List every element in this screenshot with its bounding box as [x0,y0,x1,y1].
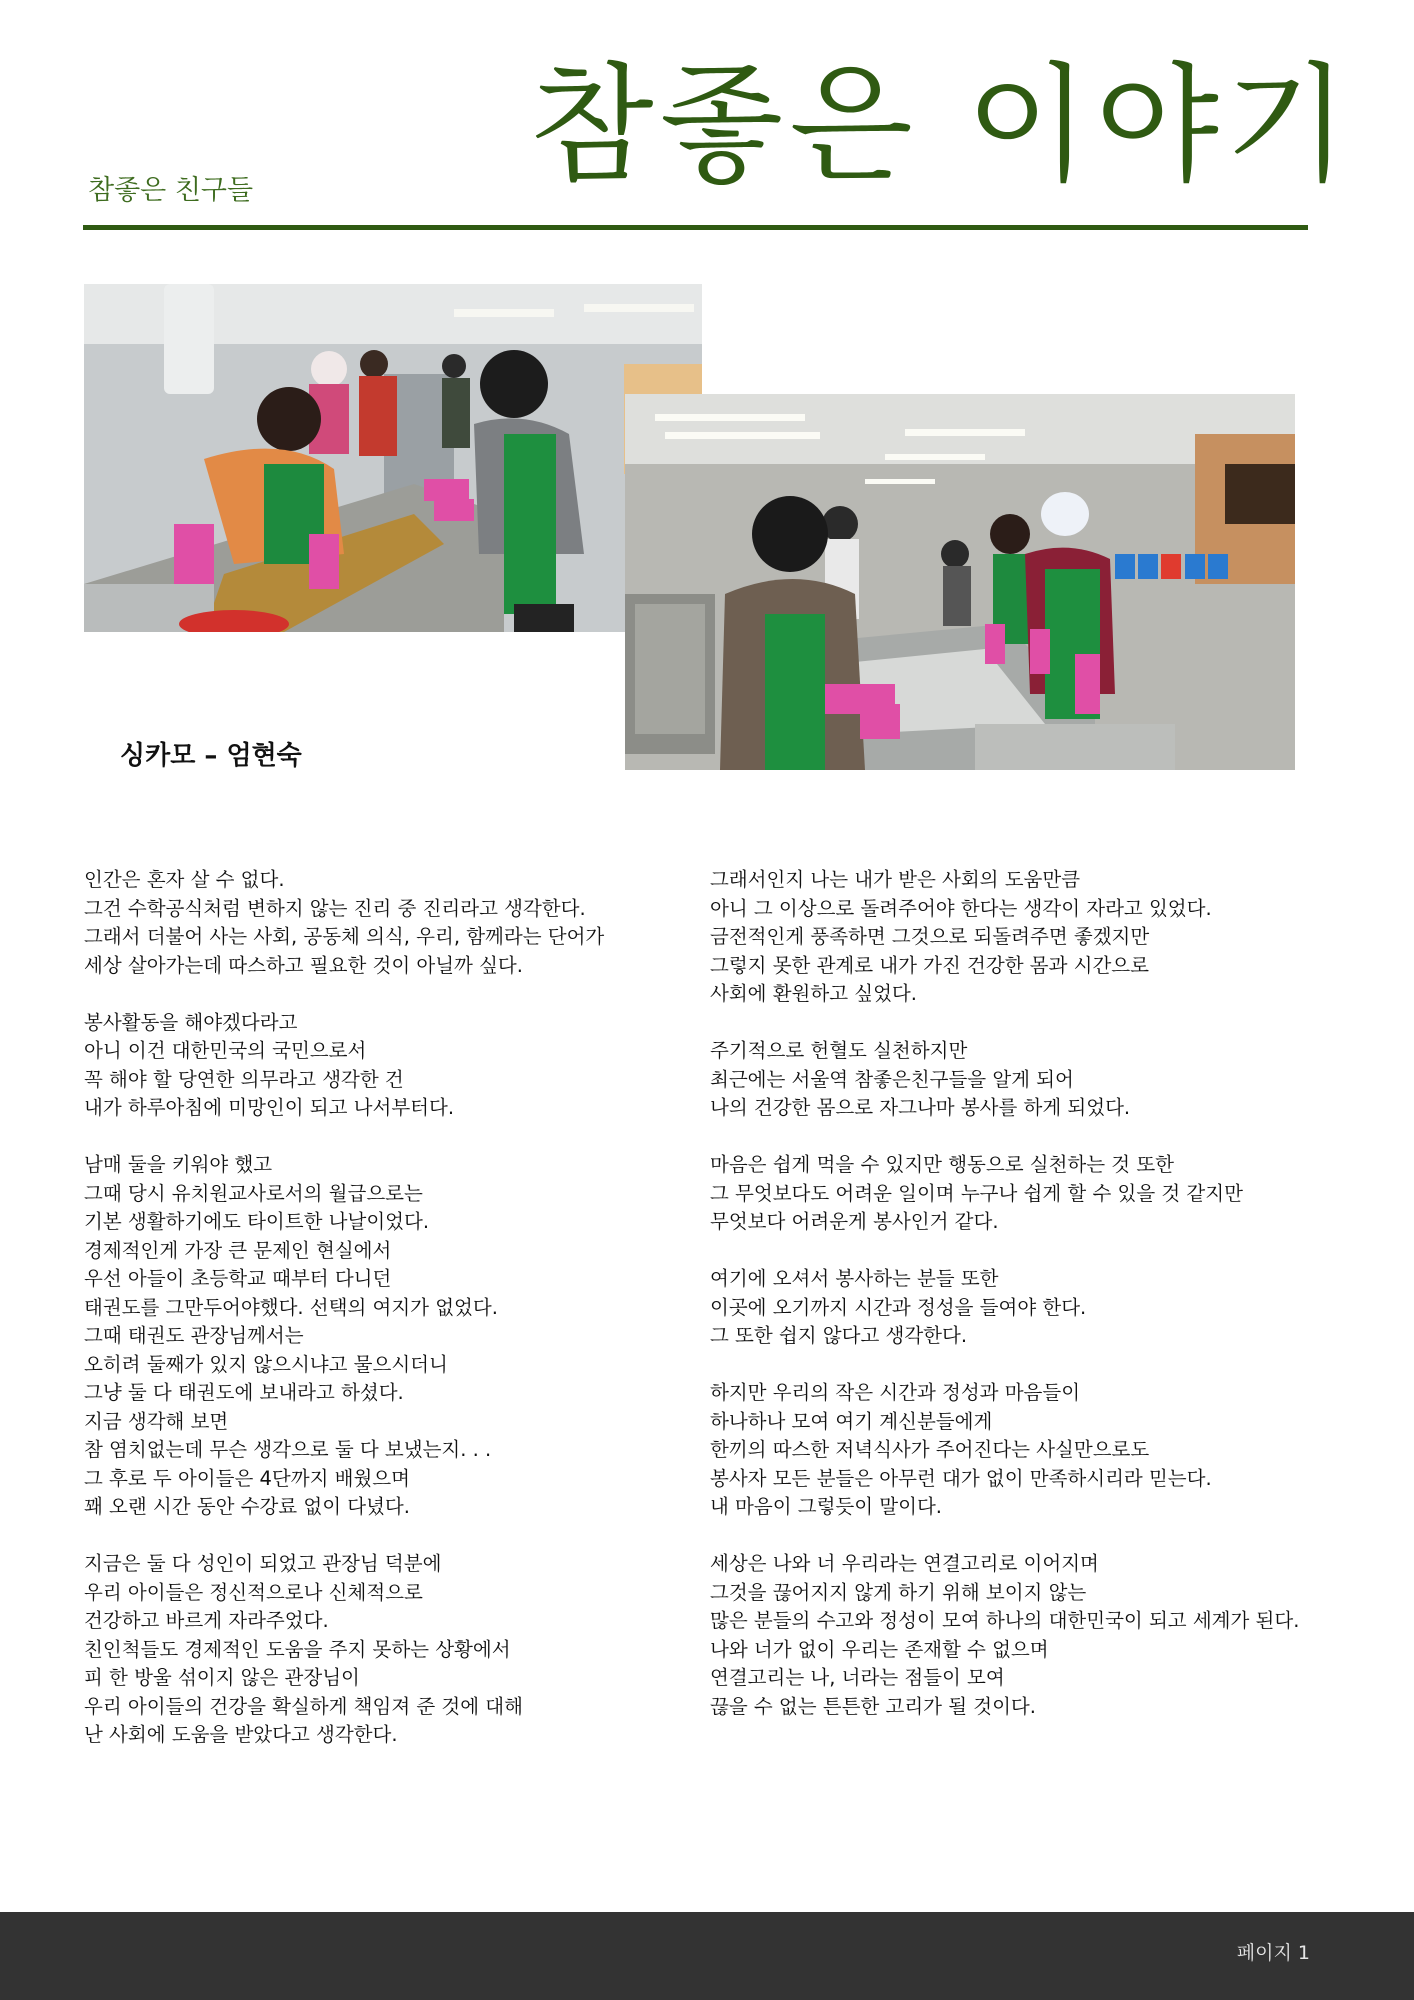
paragraph [710,1037,1360,1123]
paragraph [710,1379,1360,1522]
text-line: 피 한 방울 섞이지 않은 관장님이 [84,1666,360,1689]
text-line: 최근에는 서울역 참좋은친구들을 알게 되어 [710,1067,1074,1091]
text-line: 그냥 둘 다 태권도에 보내라고 하셨다. [84,1381,404,1404]
text-line: 금전적인게 풍족하면 그것으로 되돌려주면 좋겠지만 [710,925,1150,948]
photo-caption: 싱카모 – 엄현숙 [120,741,302,771]
text-line: 많은 분들의 수고와 정성이 모여 하나의 대한민국이 되고 세계가 된다. [710,1609,1300,1632]
text-line: 그때 당시 유치원교사로서의 월급으로는 [84,1181,423,1205]
text-line: 그래서인지 나는 내가 받은 사회의 도움만큼 [710,868,1081,891]
header-divider [83,225,1308,230]
text-line: 아니 그 이상으로 돌려주어야 한다는 생각이 자라고 있었다. [710,896,1212,920]
volunteers-washing-trays-photo [84,284,702,632]
left-text-column [84,866,684,1778]
text-line: 지금 생각해 보면 [84,1409,229,1433]
text-line: 경제적인게 가장 큰 문제인 현실에서 [84,1238,392,1262]
paragraph [84,866,684,980]
volunteers-kitchen-group-photo [625,394,1295,770]
text-line: 연결고리는 나, 너라는 점들이 모여 [710,1666,1005,1689]
text-line: 그 후로 두 아이들은 4단까지 배웠으며 [84,1466,410,1490]
text-line: 우선 아들이 초등학교 때부터 다니던 [84,1267,392,1290]
text-line: 남매 둘을 키워야 했고 [84,1153,273,1176]
paragraph [710,1151,1360,1237]
text-line: 하지만 우리의 작은 시간과 정성과 마음들이 [710,1381,1081,1404]
text-line: 인간은 혼자 살 수 없다. [84,868,285,891]
text-line: 여기에 오셔서 봉사하는 분들 또한 [710,1267,999,1290]
text-line: 오히려 둘째가 있지 않으시냐고 물으시더니 [84,1352,448,1376]
paragraph [710,866,1360,1009]
page-footer [0,1912,1414,2000]
text-line: 세상은 나와 너 우리라는 연결고리로 이어지며 [710,1552,1099,1575]
paragraph [710,1265,1360,1351]
text-line: 마음은 쉽게 먹을 수 있지만 행동으로 실천하는 것 또한 [710,1153,1175,1176]
text-line: 꽤 오랜 시간 동안 수강료 없이 다녔다. [84,1495,410,1518]
text-line: 세상 살아가는데 따스하고 필요한 것이 아닐까 싶다. [84,953,523,977]
text-line: 기본 생활하기에도 타이트한 나날이었다. [84,1210,430,1233]
page-title: 참좋은 이야기 [530,51,1355,200]
text-line: 사회에 환원하고 싶었다. [710,982,917,1005]
paragraph [84,1009,684,1123]
text-line: 그 또한 쉽지 않다고 생각한다. [710,1324,968,1347]
text-line: 건강하고 바르게 자라주었다. [84,1609,329,1632]
text-line: 한끼의 따스한 저녁식사가 주어진다는 사실만으로도 [710,1438,1150,1461]
page-number: 페이지 1 [1236,1942,1310,1964]
text-line: 봉사활동을 해야겠다라고 [84,1010,298,1034]
text-line: 그것을 끊어지지 않게 하기 위해 보이지 않는 [710,1580,1087,1604]
header-subtitle: 참좋은 친구들 [88,175,254,206]
text-line: 아니 이건 대한민국의 국민으로서 [84,1039,367,1062]
text-line: 지금은 둘 다 성인이 되었고 관장님 덕분에 [84,1552,442,1575]
text-line: 꼭 해야 할 당연한 의무라고 생각한 건 [84,1067,404,1091]
text-line: 이곳에 오기까지 시간과 정성을 들여야 한다. [710,1295,1087,1319]
text-line: 내가 하루아침에 미망인이 되고 나서부터다. [84,1096,455,1119]
text-line: 태권도를 그만두어야했다. 선택의 여지가 없었다. [84,1295,498,1319]
text-line: 나의 건강한 몸으로 자그나마 봉사를 하게 되었다. [710,1096,1131,1119]
text-line: 우리 아이들의 건강을 확실하게 책임져 준 것에 대해 [84,1694,523,1718]
paragraph [710,1550,1360,1721]
text-line: 내 마음이 그렇듯이 말이다. [710,1495,943,1518]
text-line: 그때 태권도 관장님께서는 [84,1324,304,1347]
text-line: 봉사자 모든 분들은 아무런 대가 없이 만족하시리라 믿는다. [710,1466,1212,1490]
text-line: 무엇보다 어려운게 봉사인거 같다. [710,1210,999,1233]
text-line: 그래서 더불어 사는 사회, 공동체 의식, 우리, 함께라는 단어가 [84,925,605,948]
paragraph [84,1550,684,1750]
text-line: 그렇지 못한 관계로 내가 가진 건강한 몸과 시간으로 [710,953,1149,977]
text-line: 하나하나 모여 여기 계신분들에게 [710,1409,993,1433]
paragraph [84,1151,684,1522]
right-text-column [710,866,1360,1750]
text-line: 나와 너가 없이 우리는 존재할 수 없으며 [710,1637,1049,1661]
text-line: 주기적으로 헌혈도 실천하지만 [710,1039,968,1062]
text-line: 그건 수학공식처럼 변하지 않는 진리 중 진리라고 생각한다. [84,896,586,920]
text-line: 참 염치없는데 무슨 생각으로 둘 다 보냈는지. . . [84,1438,492,1461]
text-line: 친인척들도 경제적인 도움을 주지 못하는 상황에서 [84,1637,511,1661]
text-line: 끊을 수 없는 튼튼한 고리가 될 것이다. [710,1694,1036,1718]
text-line: 그 무엇보다도 어려운 일이며 누구나 쉽게 할 수 있을 것 같지만 [710,1181,1243,1205]
text-line: 우리 아이들은 정신적으로나 신체적으로 [84,1580,423,1604]
text-line: 난 사회에 도움을 받았다고 생각한다. [84,1723,398,1746]
